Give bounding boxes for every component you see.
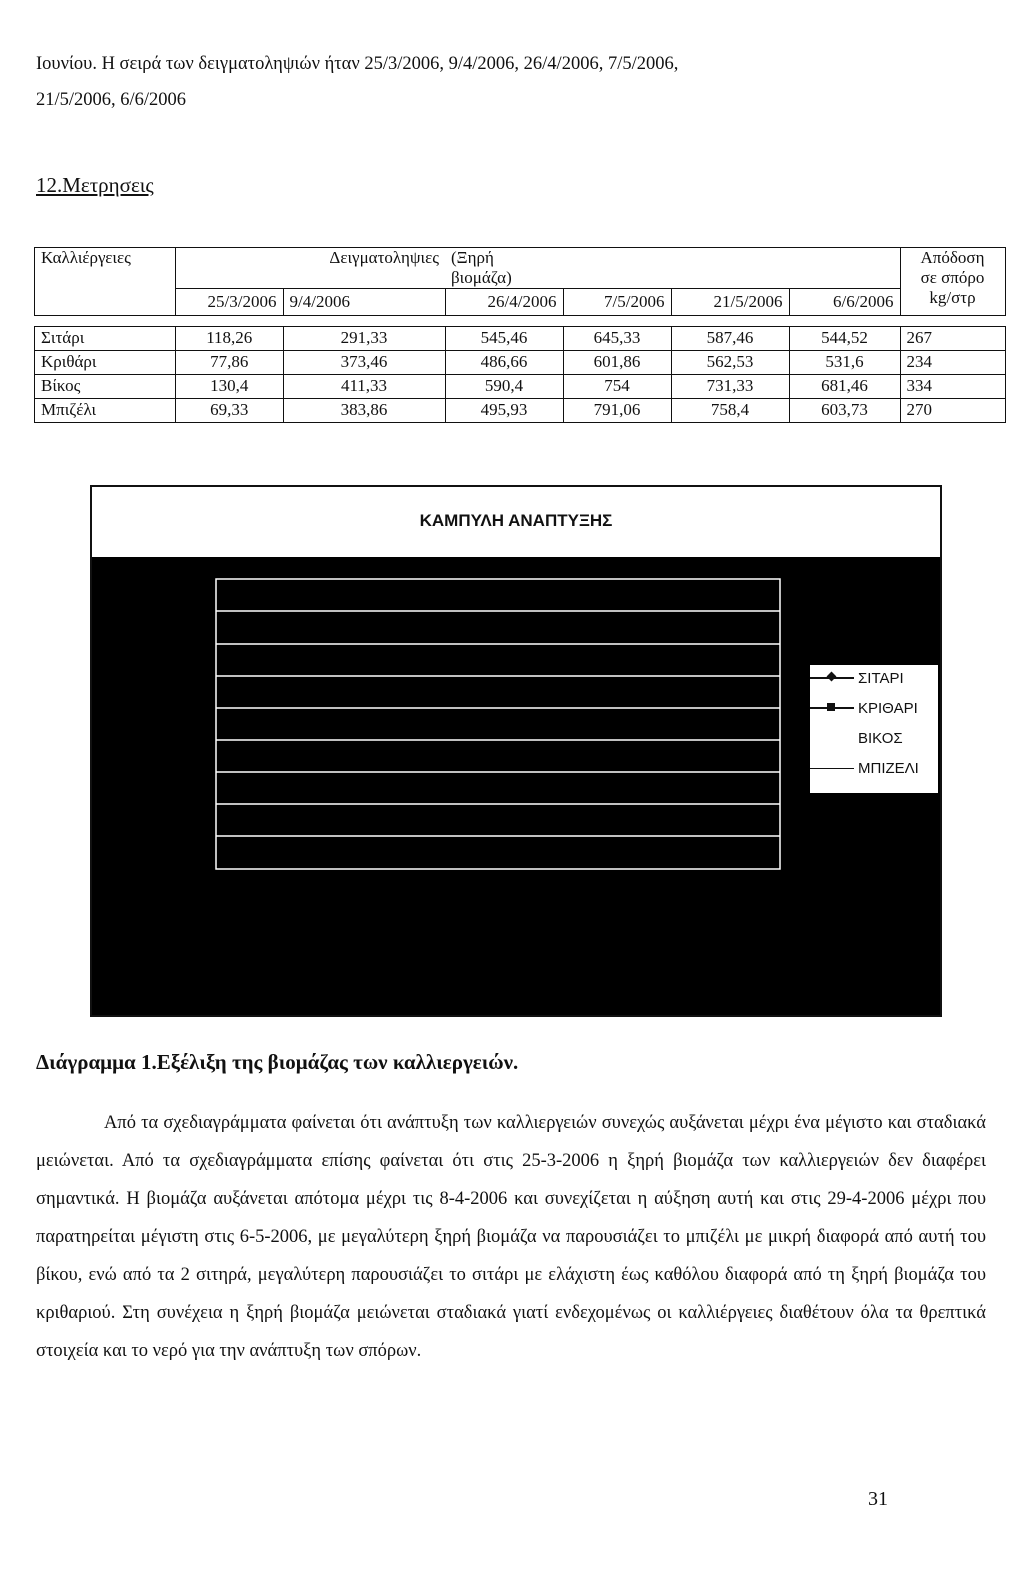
yield-cell: 334 (900, 374, 1005, 398)
value-cell: 373,46 (283, 350, 445, 374)
value-cell: 69,33 (176, 398, 284, 422)
yield-cell: 270 (900, 398, 1005, 422)
plot-area (216, 579, 780, 869)
header-yield-2: σε σπόρο (920, 268, 985, 287)
value-cell: 118,26 (176, 326, 284, 350)
table-row (35, 350, 1006, 374)
intro-line-2: 21/5/2006, 6/6/2006 (36, 90, 187, 110)
header-yield (900, 248, 1005, 316)
legend-label: ΒΙΚΟΣ (858, 729, 903, 747)
table-row (35, 374, 1006, 398)
value-cell: 681,46 (789, 374, 900, 398)
value-cell: 645,33 (563, 326, 671, 350)
value-cell: 587,46 (671, 326, 789, 350)
section-heading: 12.Μετρησεις (36, 173, 154, 197)
diamond-marker-icon (810, 677, 854, 679)
value-cell: 758,4 (671, 398, 789, 422)
legend-label: ΜΠΙΖΕΛΙ (858, 759, 919, 777)
legend-item-vikos (810, 727, 903, 749)
header-crop: Καλλιέργειες (35, 248, 176, 289)
value-cell: 731,33 (671, 374, 789, 398)
measurements-table (34, 247, 1006, 423)
legend-item-sitari (810, 667, 904, 689)
body-text (36, 1104, 986, 1370)
value-cell: 791,06 (563, 398, 671, 422)
value-cell: 495,93 (445, 398, 563, 422)
value-cell: 411,33 (283, 374, 445, 398)
yield-cell: 267 (900, 326, 1005, 350)
table-row (35, 326, 1006, 350)
intro-line-1: Ιουνίου. Η σειρά των δειγματοληψιών ήταν 25/3/2006, 9/4/2006, 26/4/2006, 7/5/2006, (36, 54, 679, 74)
legend-item-krithari (810, 697, 918, 719)
table-spacer-row (35, 315, 1006, 326)
header-biomass-1: (Ξηρή (451, 248, 494, 267)
yield-cell: 234 (900, 350, 1005, 374)
value-cell: 383,86 (283, 398, 445, 422)
date-cell: 21/5/2006 (671, 289, 789, 316)
header-biomass (445, 248, 671, 289)
value-cell: 590,4 (445, 374, 563, 398)
crop-name: Κριθάρι (35, 350, 176, 374)
value-cell: 531,6 (789, 350, 900, 374)
square-marker-icon (810, 707, 854, 709)
table-row (35, 398, 1006, 422)
value-cell: 562,53 (671, 350, 789, 374)
table-header-row (35, 248, 1006, 289)
header-sampling: Δειγματοληψιες (283, 248, 445, 289)
value-cell: 77,86 (176, 350, 284, 374)
value-cell: 601,86 (563, 350, 671, 374)
chart-title-text: ΚΑΜΠΥΛΗ ΑΝΑΠΤΥΞΗΣ (412, 511, 621, 530)
crop-name: Σιτάρι (35, 326, 176, 350)
date-cell: 6/6/2006 (789, 289, 900, 316)
header-yield-1: Απόδοση (920, 248, 985, 267)
value-cell: 486,66 (445, 350, 563, 374)
value-cell: 754 (563, 374, 671, 398)
date-cell: 9/4/2006 (283, 289, 445, 316)
legend-label: ΣΙΤΑΡΙ (858, 669, 904, 687)
date-cell: 26/4/2006 (445, 289, 563, 316)
crop-name: Μπιζέλι (35, 398, 176, 422)
dates-empty (35, 289, 176, 316)
value-cell: 291,33 (283, 326, 445, 350)
figure-caption: Διάγραμμα 1.Εξέλιξη της βιομάζας των καλλιεργειών. (36, 1050, 519, 1074)
header-empty (176, 248, 284, 289)
page-number: 31 (868, 1488, 888, 1510)
body-paragraph: Από τα σχεδιαγράμματα φαίνεται ότι ανάπτυξη των καλλιεργειών συνεχώς αυξάνεται μέχρι ένα μέγιστο και σταδιακά μειώνεται. Από τα σχεδιαγράμματα επίσης φαίνεται ότι στις 25-3-2006 η ξηρή βιομάζα των καλλιεργειών δεν διαφέρει σημαντικά. Η βιομάζα αυξάνεται απότομα μέχρι τις 8-4-2006 και συνεχίζεται η αύξηση αυτή και στις 29-4-2006 μέχρι που παρατηρείται μέγιστη στις 6-5-2006, με μεγαλύτερη ξηρή βιομάζα να παρουσιάζει το μπιζέλι με μικρή διαφορά από αυτή του βίκου, ενώ από τα 2 σιτηρά, μεγαλύτερη παρουσιάζει το σιτάρι με ελάχιστη έως καθόλου διαφορά από τη ξηρή βιομάζα του κριθαριού. Στη συνέχεια η ξηρή βιομάζα μειώνεται σταδιακά γιατί ενδεχομένως οι καλλιέργειες διαθέτουν όλα τα θρεπτικά στοιχεία και το νερό για την ανάπτυξη των σπόρων. (36, 1113, 986, 1361)
legend-label: ΚΡΙΘΑΡΙ (858, 699, 918, 717)
crop-name: Βίκος (35, 374, 176, 398)
date-cell: 7/5/2006 (563, 289, 671, 316)
header-yield-3: kg/στρ (929, 288, 976, 307)
growth-chart (90, 485, 942, 1017)
chart-legend (810, 665, 938, 793)
value-cell: 130,4 (176, 374, 284, 398)
table-dates-row (35, 289, 1006, 316)
intro-text (36, 46, 976, 118)
legend-item-mpizeli (810, 757, 919, 779)
date-cell: 25/3/2006 (176, 289, 284, 316)
header-empty-2 (671, 248, 900, 289)
value-cell: 603,73 (789, 398, 900, 422)
line-marker-icon (810, 768, 854, 769)
header-biomass-2: βιομάζα) (451, 268, 512, 287)
value-cell: 545,46 (445, 326, 563, 350)
value-cell: 544,52 (789, 326, 900, 350)
